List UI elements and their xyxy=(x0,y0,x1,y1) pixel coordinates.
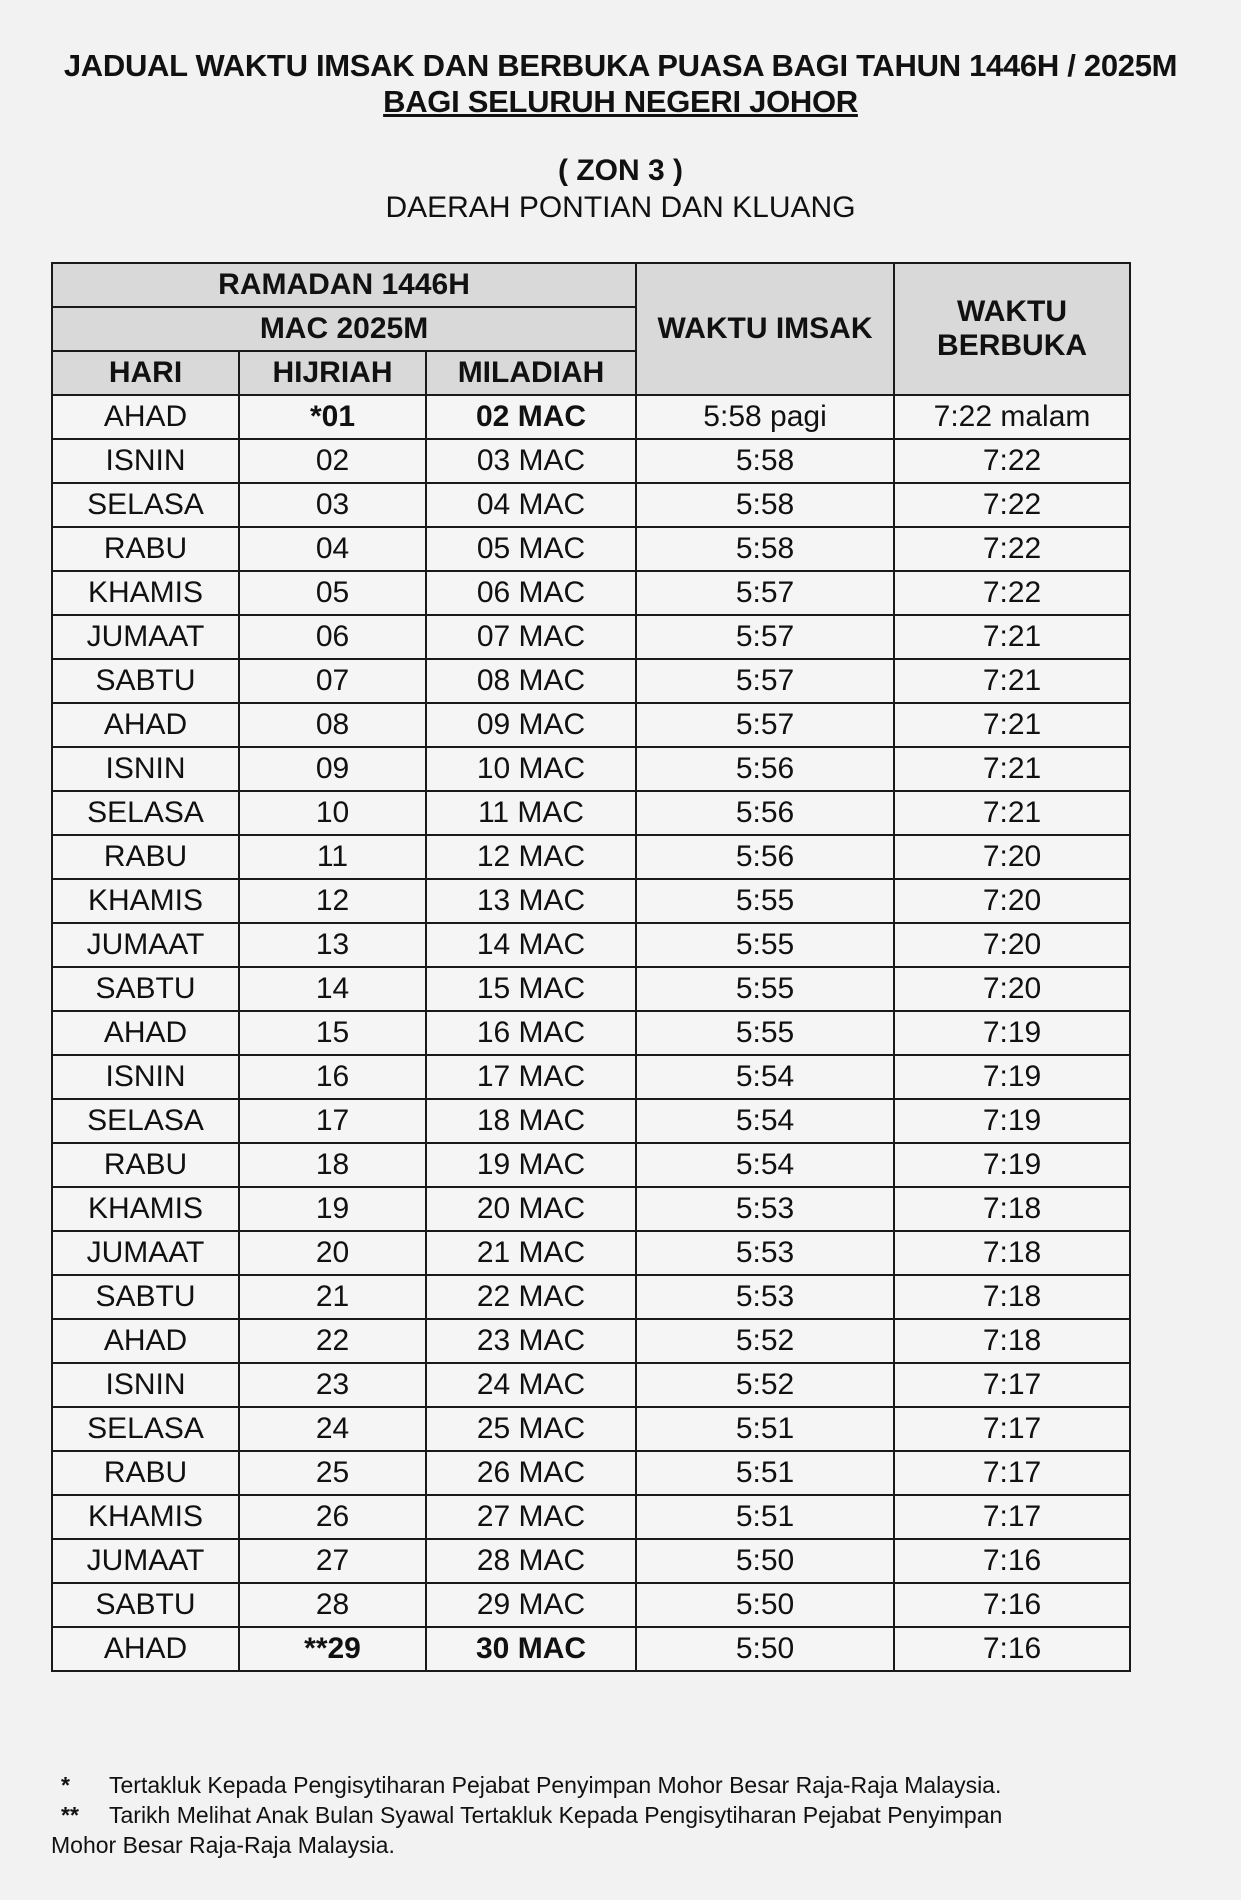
cell-waktu-imsak: 5:54 xyxy=(636,1055,894,1099)
table-row xyxy=(52,923,1130,967)
cell-hijriah: **29 xyxy=(239,1627,426,1671)
table-row xyxy=(52,1627,1130,1671)
table-row xyxy=(52,1187,1130,1231)
cell-waktu-berbuka: 7:17 xyxy=(894,1451,1130,1495)
cell-hari: SELASA xyxy=(52,483,239,527)
cell-hari: KHAMIS xyxy=(52,571,239,615)
cell-waktu-imsak: 5:58 pagi xyxy=(636,395,894,439)
table-row xyxy=(52,1055,1130,1099)
cell-waktu-imsak: 5:51 xyxy=(636,1451,894,1495)
header-hari: HARI xyxy=(52,351,239,395)
table-row xyxy=(52,439,1130,483)
table-row xyxy=(52,1363,1130,1407)
footnote-1-mark: * xyxy=(61,1772,70,1798)
cell-hari: JUMAAT xyxy=(52,1539,239,1583)
cell-waktu-imsak: 5:57 xyxy=(636,659,894,703)
cell-miladiah: 12 MAC xyxy=(426,835,636,879)
cell-miladiah: 06 MAC xyxy=(426,571,636,615)
cell-hari: AHAD xyxy=(52,395,239,439)
footnote-2 xyxy=(51,1800,1186,1830)
cell-hari: JUMAAT xyxy=(52,923,239,967)
cell-miladiah: 23 MAC xyxy=(426,1319,636,1363)
table-row xyxy=(52,835,1130,879)
cell-hijriah: 17 xyxy=(239,1099,426,1143)
cell-hijriah: 06 xyxy=(239,615,426,659)
cell-hijriah: 24 xyxy=(239,1407,426,1451)
cell-hari: ISNIN xyxy=(52,747,239,791)
table-row xyxy=(52,615,1130,659)
cell-miladiah: 24 MAC xyxy=(426,1363,636,1407)
cell-hijriah: 11 xyxy=(239,835,426,879)
cell-waktu-imsak: 5:57 xyxy=(636,703,894,747)
header-month: MAC 2025M xyxy=(52,307,636,351)
cell-waktu-berbuka: 7:18 xyxy=(894,1187,1130,1231)
cell-hijriah: 05 xyxy=(239,571,426,615)
cell-miladiah: 18 MAC xyxy=(426,1099,636,1143)
cell-waktu-berbuka: 7:18 xyxy=(894,1319,1130,1363)
cell-waktu-imsak: 5:58 xyxy=(636,527,894,571)
table-row xyxy=(52,1583,1130,1627)
cell-hijriah: 19 xyxy=(239,1187,426,1231)
cell-hijriah: 09 xyxy=(239,747,426,791)
cell-hari: SELASA xyxy=(52,1099,239,1143)
footnote-2-mark: ** xyxy=(61,1802,79,1828)
cell-hari: JUMAAT xyxy=(52,1231,239,1275)
table-row xyxy=(52,1451,1130,1495)
table-row xyxy=(52,395,1130,439)
cell-miladiah: 10 MAC xyxy=(426,747,636,791)
footnote-2-text: Tarikh Melihat Anak Bulan Syawal Tertakluk Kepada Pengisytiharan Pejabat Penyimpan xyxy=(109,1802,1003,1828)
cell-hijriah: 18 xyxy=(239,1143,426,1187)
cell-miladiah: 20 MAC xyxy=(426,1187,636,1231)
cell-waktu-berbuka: 7:20 xyxy=(894,923,1130,967)
cell-waktu-berbuka: 7:21 xyxy=(894,615,1130,659)
cell-hijriah: 13 xyxy=(239,923,426,967)
cell-waktu-berbuka: 7:16 xyxy=(894,1627,1130,1671)
table-row xyxy=(52,1275,1130,1319)
cell-waktu-imsak: 5:54 xyxy=(636,1099,894,1143)
zone-label: ( ZON 3 ) xyxy=(558,154,683,187)
cell-waktu-berbuka: 7:17 xyxy=(894,1495,1130,1539)
cell-waktu-berbuka: 7:20 xyxy=(894,835,1130,879)
cell-hari: ISNIN xyxy=(52,439,239,483)
cell-waktu-berbuka: 7:21 xyxy=(894,703,1130,747)
cell-waktu-berbuka: 7:21 xyxy=(894,791,1130,835)
cell-waktu-imsak: 5:53 xyxy=(636,1187,894,1231)
schedule-table xyxy=(51,262,1131,1672)
cell-miladiah: 17 MAC xyxy=(426,1055,636,1099)
cell-hijriah: 04 xyxy=(239,527,426,571)
cell-miladiah: 22 MAC xyxy=(426,1275,636,1319)
cell-waktu-imsak: 5:56 xyxy=(636,835,894,879)
cell-hijriah: 21 xyxy=(239,1275,426,1319)
cell-hari: KHAMIS xyxy=(52,1495,239,1539)
cell-miladiah: 26 MAC xyxy=(426,1451,636,1495)
cell-waktu-imsak: 5:54 xyxy=(636,1143,894,1187)
table-row xyxy=(52,1319,1130,1363)
cell-waktu-imsak: 5:55 xyxy=(636,967,894,1011)
cell-waktu-berbuka: 7:22 xyxy=(894,439,1130,483)
cell-miladiah: 25 MAC xyxy=(426,1407,636,1451)
cell-waktu-berbuka: 7:16 xyxy=(894,1583,1130,1627)
cell-waktu-berbuka: 7:19 xyxy=(894,1011,1130,1055)
cell-waktu-berbuka: 7:20 xyxy=(894,967,1130,1011)
table-row xyxy=(52,659,1130,703)
header-ramadan: RAMADAN 1446H xyxy=(52,263,636,307)
cell-hijriah: 25 xyxy=(239,1451,426,1495)
cell-miladiah: 21 MAC xyxy=(426,1231,636,1275)
header-miladiah: MILADIAH xyxy=(426,351,636,395)
cell-miladiah: 27 MAC xyxy=(426,1495,636,1539)
table-row xyxy=(52,571,1130,615)
cell-hari: AHAD xyxy=(52,1011,239,1055)
cell-hari: SABTU xyxy=(52,1275,239,1319)
cell-miladiah: 05 MAC xyxy=(426,527,636,571)
cell-miladiah: 07 MAC xyxy=(426,615,636,659)
cell-waktu-berbuka: 7:16 xyxy=(894,1539,1130,1583)
cell-waktu-imsak: 5:55 xyxy=(636,1011,894,1055)
cell-waktu-berbuka: 7:17 xyxy=(894,1363,1130,1407)
cell-hari: SABTU xyxy=(52,967,239,1011)
cell-hijriah: 22 xyxy=(239,1319,426,1363)
cell-hijriah: 10 xyxy=(239,791,426,835)
footnote-2-continuation: Mohor Besar Raja-Raja Malaysia. xyxy=(51,1832,395,1858)
footnote-1 xyxy=(51,1770,1186,1800)
cell-waktu-berbuka: 7:22 xyxy=(894,483,1130,527)
document-title: JADUAL WAKTU IMSAK DAN BERBUKA PUASA BAGI TAHUN 1446H / 2025M xyxy=(63,48,1178,83)
cell-hari: ISNIN xyxy=(52,1363,239,1407)
table-row xyxy=(52,1011,1130,1055)
cell-miladiah: 19 MAC xyxy=(426,1143,636,1187)
cell-hijriah: 23 xyxy=(239,1363,426,1407)
cell-waktu-imsak: 5:53 xyxy=(636,1231,894,1275)
cell-miladiah: 14 MAC xyxy=(426,923,636,967)
table-row xyxy=(52,791,1130,835)
table-row xyxy=(52,1539,1130,1583)
cell-hijriah: 08 xyxy=(239,703,426,747)
header-waktu-imsak: WAKTU IMSAK xyxy=(636,263,894,395)
cell-hari: RABU xyxy=(52,835,239,879)
cell-waktu-berbuka: 7:22 xyxy=(894,571,1130,615)
cell-waktu-berbuka: 7:22 xyxy=(894,527,1130,571)
cell-waktu-imsak: 5:58 xyxy=(636,483,894,527)
cell-waktu-imsak: 5:58 xyxy=(636,439,894,483)
footnote-1-text: Tertakluk Kepada Pengisytiharan Pejabat Penyimpan Mohor Besar Raja-Raja Malaysia. xyxy=(109,1772,1002,1798)
cell-miladiah: 02 MAC xyxy=(426,395,636,439)
cell-hijriah: *01 xyxy=(239,395,426,439)
table-row xyxy=(52,703,1130,747)
cell-miladiah: 15 MAC xyxy=(426,967,636,1011)
cell-waktu-imsak: 5:52 xyxy=(636,1319,894,1363)
cell-waktu-berbuka: 7:18 xyxy=(894,1231,1130,1275)
cell-waktu-berbuka: 7:21 xyxy=(894,659,1130,703)
cell-hari: SELASA xyxy=(52,1407,239,1451)
cell-waktu-imsak: 5:51 xyxy=(636,1407,894,1451)
table-row xyxy=(52,1495,1130,1539)
cell-hari: AHAD xyxy=(52,1627,239,1671)
table-row xyxy=(52,527,1130,571)
cell-waktu-berbuka: 7:20 xyxy=(894,879,1130,923)
cell-hari: RABU xyxy=(52,527,239,571)
cell-miladiah: 13 MAC xyxy=(426,879,636,923)
cell-waktu-imsak: 5:52 xyxy=(636,1363,894,1407)
cell-miladiah: 28 MAC xyxy=(426,1539,636,1583)
cell-hijriah: 12 xyxy=(239,879,426,923)
cell-waktu-imsak: 5:50 xyxy=(636,1539,894,1583)
cell-waktu-imsak: 5:51 xyxy=(636,1495,894,1539)
cell-miladiah: 03 MAC xyxy=(426,439,636,483)
cell-waktu-imsak: 5:56 xyxy=(636,791,894,835)
cell-hari: AHAD xyxy=(52,1319,239,1363)
cell-hari: AHAD xyxy=(52,703,239,747)
cell-hari: JUMAAT xyxy=(52,615,239,659)
cell-hijriah: 27 xyxy=(239,1539,426,1583)
cell-waktu-imsak: 5:53 xyxy=(636,1275,894,1319)
cell-miladiah: 11 MAC xyxy=(426,791,636,835)
table-row xyxy=(52,1407,1130,1451)
cell-miladiah: 04 MAC xyxy=(426,483,636,527)
cell-waktu-imsak: 5:57 xyxy=(636,615,894,659)
cell-hari: KHAMIS xyxy=(52,1187,239,1231)
cell-waktu-imsak: 5:50 xyxy=(636,1627,894,1671)
cell-hari: SABTU xyxy=(52,659,239,703)
table-body xyxy=(52,395,1130,1671)
cell-hijriah: 28 xyxy=(239,1583,426,1627)
footnotes xyxy=(51,1770,1186,1860)
cell-waktu-berbuka: 7:18 xyxy=(894,1275,1130,1319)
cell-waktu-imsak: 5:55 xyxy=(636,879,894,923)
table-row xyxy=(52,879,1130,923)
cell-waktu-berbuka: 7:19 xyxy=(894,1143,1130,1187)
cell-waktu-berbuka: 7:19 xyxy=(894,1055,1130,1099)
cell-waktu-berbuka: 7:17 xyxy=(894,1407,1130,1451)
cell-hijriah: 03 xyxy=(239,483,426,527)
cell-hijriah: 02 xyxy=(239,439,426,483)
cell-waktu-imsak: 5:56 xyxy=(636,747,894,791)
cell-hijriah: 14 xyxy=(239,967,426,1011)
table-row xyxy=(52,967,1130,1011)
cell-hijriah: 26 xyxy=(239,1495,426,1539)
cell-waktu-imsak: 5:50 xyxy=(636,1583,894,1627)
table-row xyxy=(52,483,1130,527)
table-row xyxy=(52,1099,1130,1143)
cell-hijriah: 15 xyxy=(239,1011,426,1055)
cell-miladiah: 09 MAC xyxy=(426,703,636,747)
cell-waktu-imsak: 5:55 xyxy=(636,923,894,967)
cell-miladiah: 29 MAC xyxy=(426,1583,636,1627)
cell-waktu-berbuka: 7:21 xyxy=(894,747,1130,791)
document-subtitle: BAGI SELURUH NEGERI JOHOR xyxy=(383,84,858,119)
cell-hari: RABU xyxy=(52,1143,239,1187)
cell-hari: SELASA xyxy=(52,791,239,835)
cell-waktu-imsak: 5:57 xyxy=(636,571,894,615)
table-header xyxy=(52,263,1130,395)
cell-waktu-berbuka: 7:19 xyxy=(894,1099,1130,1143)
cell-hari: SABTU xyxy=(52,1583,239,1627)
header-hijriah: HIJRIAH xyxy=(239,351,426,395)
cell-hari: RABU xyxy=(52,1451,239,1495)
cell-hijriah: 16 xyxy=(239,1055,426,1099)
district-label: DAERAH PONTIAN DAN KLUANG xyxy=(385,191,856,224)
cell-miladiah: 16 MAC xyxy=(426,1011,636,1055)
header-waktu-berbuka: WAKTU BERBUKA xyxy=(894,263,1130,395)
cell-hari: KHAMIS xyxy=(52,879,239,923)
table-row xyxy=(52,1231,1130,1275)
cell-hijriah: 07 xyxy=(239,659,426,703)
cell-hijriah: 20 xyxy=(239,1231,426,1275)
cell-hari: ISNIN xyxy=(52,1055,239,1099)
cell-waktu-berbuka: 7:22 malam xyxy=(894,395,1130,439)
table-row xyxy=(52,747,1130,791)
cell-miladiah: 08 MAC xyxy=(426,659,636,703)
table-row xyxy=(52,1143,1130,1187)
cell-miladiah: 30 MAC xyxy=(426,1627,636,1671)
